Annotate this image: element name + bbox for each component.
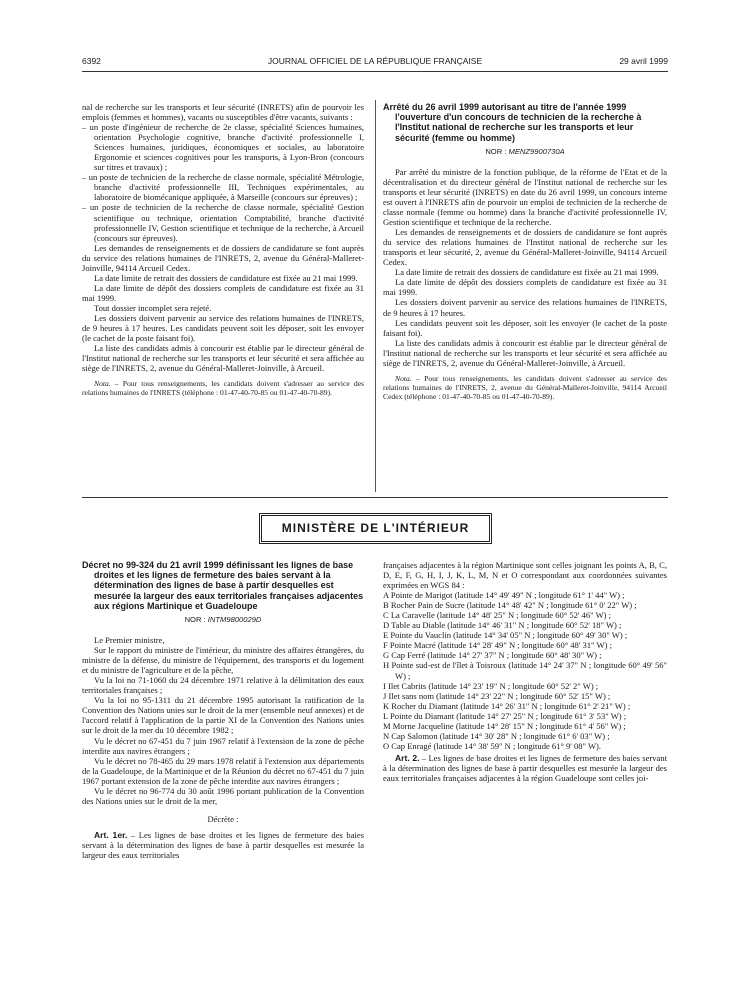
section-rule	[82, 497, 668, 498]
coordinate-point: F Pointe Macré (latitude 14° 28' 49" N ; longitude 60° 48' 31" W) ;	[383, 640, 612, 651]
issue-date: 29 avril 1999	[619, 56, 668, 66]
inrets-recruitment-column	[82, 102, 364, 397]
paragraph: La date limite de dépôt des dossiers complets de candidature est fixée au 31 mai 1999.	[82, 282, 364, 303]
column-divider	[375, 100, 376, 492]
coordinate-point: N Cap Salomon (latitude 14° 30' 28" N ; longitude 61° 6' 03" W) ;	[383, 730, 610, 741]
nota-note	[82, 379, 364, 397]
nor-reference	[383, 147, 667, 157]
header-rule	[82, 71, 668, 72]
arrete-column	[383, 102, 667, 401]
coordinate-list	[383, 590, 667, 751]
paragraph: Vu le décret no 67-451 du 7 juin 1967 relatif à l'extension de la zone de pêche interdite aux navires étrangers ;	[82, 735, 364, 756]
coordinate-point: A Pointe de Marigot (latitude 14° 49' 49" N ; longitude 61° 1' 44" W) ;	[383, 590, 625, 601]
decret-title: Décret no 99-324 du 21 avril 1999 définissant les lignes de base droites et les lignes de fermeture des baies servant à la détermination des lignes de base à partir desquelles est mesurée la largeur des eaux territoriales françaises adjacentes aux régions Martinique et Guadeloupe	[82, 560, 364, 611]
list-item: – un poste de technicien de la recherche de classe normale, spécialité Gestion scientifique ou technique, orientation Comptabilité, branche d'activité professionnelle IV, Gestion scientifique et technique de la recherche, à Arcueil (concours sur épreuves).	[82, 202, 364, 243]
arrete-title: Arrêté du 26 avril 1999 autorisant au titre de l'année 1999 l'ouverture d'un concours de technicien de la recherche à l'Institut national de recherche sur les transports et leur sécurité (femme ou homme)	[383, 102, 642, 143]
article-label: Art. 2.	[395, 752, 420, 763]
paragraph: Vu la loi no 71-1060 du 24 décembre 1971 relative à la délimitation des eaux territoriales françaises ;	[82, 675, 364, 696]
coordinate-point: J Ilet sans nom (latitude 14° 23' 22" N ; longitude 60° 52' 15" W) ;	[383, 690, 611, 701]
paragraph: Par arrêté du ministre de la fonction publique, de la réforme de l'Etat et de la décentralisation et du directeur général de l'Institut national de recherche sur les transports et leur sécurité (INRETS) en date du 26 avril 1999, un concours interne est ouvert à l'INRETS afin de pourvoir un emploi de technicien de la recherche de classe normale (femme ou homme) dans la branche d'activité professionnelle IV, Gestion scientifique et technique de la recherche.	[383, 166, 667, 228]
article-label: Art. 1er.	[94, 829, 128, 840]
intro-paragraph: nal de recherche sur les transports et leur sécurité (INRETS) afin de pourvoir les emplois (femmes et hommes), vacants ou susceptibles d'être vacants, suivants :	[82, 102, 364, 123]
nota-text: – Pour tous renseignements, les candidats doivent s'adresser au service des relations humaines de l'INRETS, 2, avenue du Général-Malleret-Joinville, 94114 Arcueil Cedex (téléphone : 01-47-40-70-85 ou 01-47-40-70-89).	[383, 373, 667, 401]
paragraph: Vu le décret no 96-774 du 30 août 1996 portant publication de la Convention des Nations unies sur le droit de la mer,	[82, 785, 364, 806]
coordinate-point: E Pointe du Vauclin (latitude 14° 34' 05" N ; longitude 60° 49' 30" W) ;	[383, 630, 628, 641]
decrete-heading: Décrète :	[207, 813, 239, 824]
list-item: – un poste de technicien de la recherche de classe normale, spécialité Métrologie, branche d'activité professionnelle III, Techniques expérimentales, au laboratoire de biomécanique appliquée, à Marseille (concours sur épreuves) ;	[82, 172, 364, 203]
nota-label: Nota.	[395, 373, 412, 383]
article-1	[82, 830, 364, 860]
paragraph: Les demandes de renseignements et de dossiers de candidature se font auprès du service des relations humaines de l'INRETS, 2, avenue du Général-Malleret-Joinville, 94114 Arcueil Cedex.	[82, 242, 364, 273]
nor-code: INTM9800029D	[207, 615, 262, 625]
page-header	[82, 56, 668, 70]
paragraph: La liste des candidats admis à concourir est établie par le directeur général de l'Institut national de recherche sur les transports et leur sécurité et sera affichée au siège de l'INRETS, 2, avenue du Général-Malleret-Joinville, à Arcueil.	[82, 343, 364, 374]
article-text: – Les lignes de base droites et les lignes de fermeture des baies servant à la détermination des lignes de base à partir desquelles est mesurée la largeur des eaux territoriales françaises adjacentes à la région Guadeloupe sont celles joi-	[383, 752, 667, 783]
nor-reference	[82, 615, 364, 625]
paragraph: Vu le décret no 78-465 du 29 mars 1978 relatif à l'extension aux départements de la Guadeloupe, de la Martinique et de la Réunion du décret no 67-451 du 7 juin 1967 portant extension de la zone de pêche interdite aux navires étrangers ;	[82, 755, 364, 786]
journal-title: JOURNAL OFFICIEL DE LA RÉPUBLIQUE FRANÇAISE	[267, 56, 483, 66]
paragraph: Les demandes de renseignements et de dossiers de candidature se font auprès du service des relations humaines de l'Institut national de recherche sur les transports et leur sécurité, 2, avenue du Général-Malleret-Joinville, 94114 Arcueil Cedex.	[383, 227, 667, 268]
paragraph: La date limite de retrait des dossiers de candidature est fixée au 21 mai 1999.	[94, 272, 358, 283]
article-2	[383, 753, 667, 783]
coordinate-point: I Ilet Cabrits (latitude 14° 23' 19" N ; longitude 60° 52' 2" W) ;	[383, 680, 599, 691]
coordinate-point: B Rocher Pain de Sucre (latitude 14° 48' 42" N ; longitude 61° 0' 22" W) ;	[383, 600, 637, 611]
nor-label: NOR :	[485, 146, 509, 156]
nota-text: – Pour tous renseignements, les candidats doivent s'adresser au service des relations humaines de l'INRETS (téléphone : 01-47-40-70-85 ou 01-47-40-70-89).	[82, 379, 364, 398]
ministry-heading: MINISTÈRE DE L'INTÉRIEUR	[259, 513, 492, 544]
paragraph: La date limite de retrait des dossiers de candidature est fixée au 21 mai 1999.	[395, 267, 659, 278]
nor-label: NOR :	[184, 615, 208, 625]
page-number: 6392	[82, 56, 101, 66]
coordinate-point: G Cap Ferré (latitude 14° 27' 37" N ; longitude 60° 48' 30" W) ;	[383, 650, 602, 661]
coordinate-point: C La Caravelle (latitude 14° 48' 25" N ; longitude 60° 52' 46" W) ;	[383, 610, 611, 621]
coordinate-point: K Rocher du Diamant (latitude 14° 26' 31" N ; longitude 61° 2' 21" W) ;	[383, 700, 631, 711]
intro-paragraph: françaises adjacentes à la région Martinique sont celles joignant les points A, B, C, D, E, F, G, H, I, J, K, L, M, N et O correspondant aux coordonnées suivantes exprimées en WGS 84 :	[383, 560, 667, 591]
coordinate-point: H Pointe sud-est de l'îlet à Toisroux (latitude 14° 24' 37" N ; longitude 60° 49' 56" W) ;	[383, 660, 667, 681]
nor-code: MENZ9900730A	[508, 146, 565, 156]
paragraph: Tout dossier incomplet sera rejeté.	[94, 302, 212, 313]
coordinate-point: M Morne Jacqueline (latitude 14° 28' 15" N ; longitude 61° 4' 56" W) ;	[383, 720, 626, 731]
paragraph: Sur le rapport du ministre de l'intérieur, du ministre des affaires étrangères, du ministre de la défense, du ministre de l'équipement, des transports et du logement et du ministre de l'agriculture et de la pêche,	[82, 645, 364, 676]
coordinates-column	[383, 560, 667, 783]
paragraph: La date limite de dépôt des dossiers complets de candidature est fixée au 31 mai 1999.	[383, 277, 667, 298]
list-item: – un poste d'ingénieur de recherche de 2e classe, spécialité Sciences humaines, orientation Psychologie cognitive, branche d'activité professionnelle I, Sciences humaines, juridiques, économiques et sociales, au laboratoire Ergonomie et sciences cognitives pour les transports, à Lyon-Bron (concours sur titres et travaux) ;	[82, 122, 364, 173]
coordinate-point: L Pointe du Diamant (latitude 14° 27' 25" N ; longitude 61° 3' 53" W) ;	[383, 710, 627, 721]
paragraph: Les candidats peuvent soit les déposer, soit les envoyer (le cachet de la poste faisant foi).	[383, 317, 667, 338]
paragraph: Les dossiers doivent parvenir au service des relations humaines de l'INRETS, de 9 heures à 17 heures. Les candidats peuvent soit les déposer, soit les envoyer (le cachet de la poste faisant foi).	[82, 312, 364, 344]
paragraph: Vu la loi no 95-1311 du 21 décembre 1995 autorisant la ratification de la Convention des Nations unies sur le droit de la mer (ensemble neuf annexes) et de l'accord relatif à l'application de la partie XI de la Convention des Nations unies sur le droit de la mer du 10 décembre 1982 ;	[82, 695, 364, 736]
coordinate-point: O Cap Enragé (latitude 14° 38' 59" N ; longitude 61° 9' 08" W).	[383, 740, 602, 751]
paragraph: Les dossiers doivent parvenir au service des relations humaines de l'INRETS, de 9 heures à 17 heures.	[383, 297, 667, 318]
decret-column	[82, 560, 364, 860]
nota-label: Nota.	[94, 379, 111, 389]
nota-note	[383, 374, 667, 401]
paragraph: Le Premier ministre,	[94, 635, 165, 646]
paragraph: La liste des candidats admis à concourir est établie par le directeur général de l'Institut national de recherche sur les transports et leur sécurité et sera affichée au siège de l'INRETS, 2, avenue du Général-Malleret-Joinville, à Arcueil.	[383, 337, 667, 368]
coordinate-point: D Table au Diable (latitude 14° 46' 31" N ; longitude 60° 52' 18" W) ;	[383, 620, 622, 631]
article-text: – Les lignes de base droites et les lignes de fermeture des baies servant à la détermination des lignes de base à partir desquelles est mesurée la largeur des eaux territoriales	[82, 829, 364, 860]
